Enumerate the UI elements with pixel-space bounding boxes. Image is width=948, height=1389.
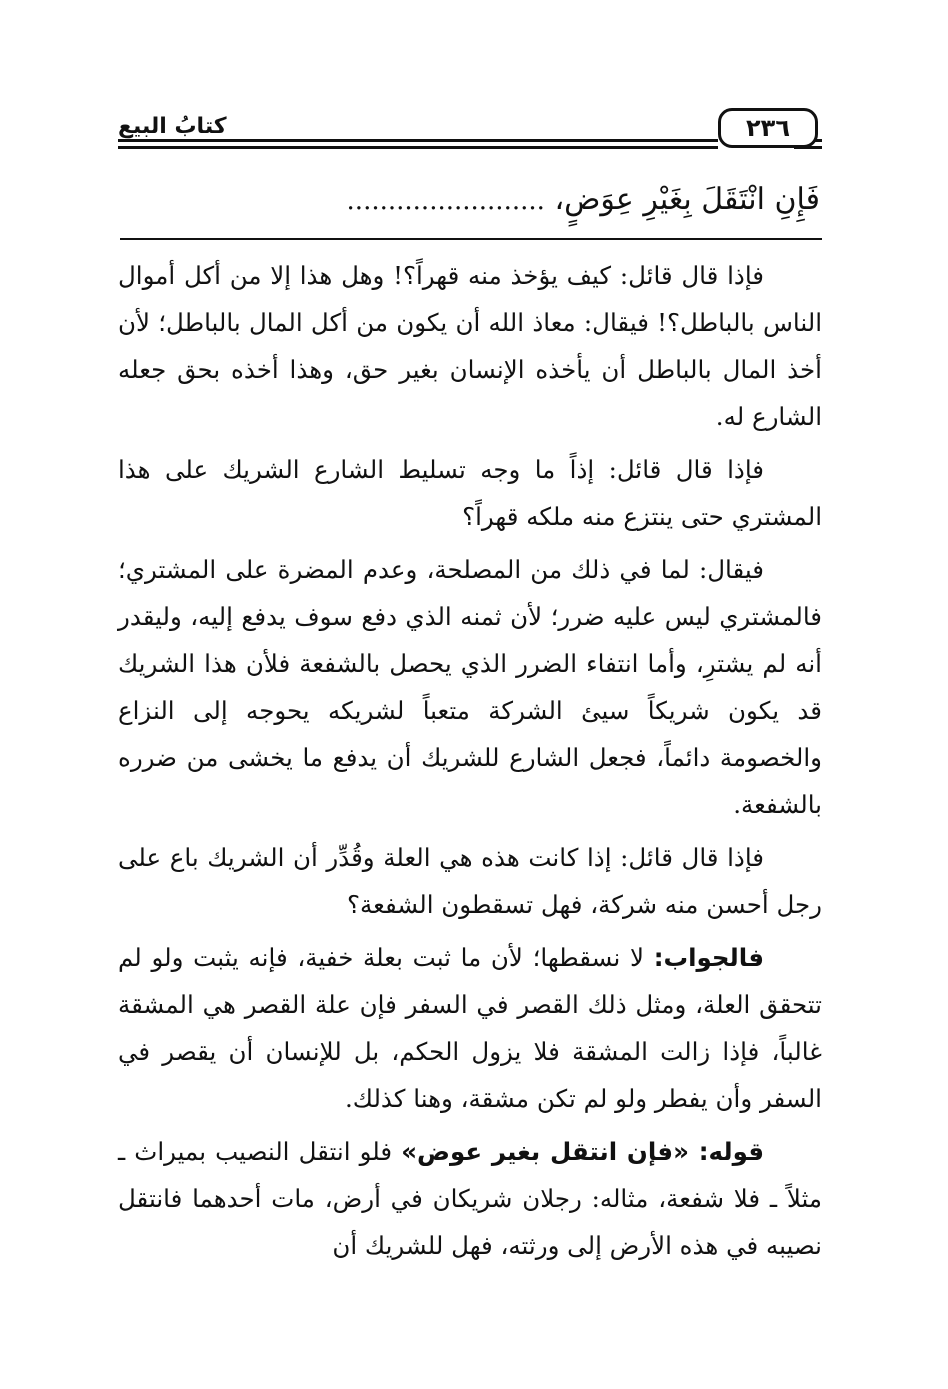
header-rule	[118, 139, 718, 142]
body-text	[118, 252, 822, 1275]
matn-line	[120, 182, 820, 217]
paragraph-text: فإذا قال قائل: إذا كانت هذه هي العلة وقُدِّر أن الشريك باع على رجل أحسن منه شركة، فهل تسقطون الشفعة؟	[118, 843, 822, 919]
paragraph-text: فيقال: لما في ذلك من المصلحة، وعدم المضرة على المشتري؛ فالمشتري ليس عليه ضرر؛ لأن ثمنه الذي دفع سوف يدفع إليه، وليقدر أنه لم يشترِ، وأما انتفاء الضرر الذي يحصل بالشفعة فلأن هذا الشريك قد يكون شريكاً سيئ الشركة متعباً لشريكه يحوجه إلى النزاع والخصومة دائماً، فجعل الشارع للشريك أن يدفع ما يخشى من ضرره بالشفعة.	[118, 555, 822, 819]
paragraph	[118, 834, 822, 928]
page-number: ٢٣٦	[718, 108, 818, 148]
paragraph-text: فلو انتقل النصيب بميراث ـ مثلاً ـ فلا شفعة، مثاله: رجلان شريكان في أرض، مات أحدهما فانتقل نصيبه في هذه الأرض إلى ورثته، فهل للشريك أن	[118, 1137, 822, 1260]
paragraph-text: فإذا قال قائل: إذاً ما وجه تسليط الشارع الشريك على هذا المشتري حتى ينتزع منه ملكه قهراً؟	[118, 455, 822, 531]
paragraph-lead: فالجواب:	[653, 943, 764, 972]
paragraph	[118, 446, 822, 540]
paragraph	[118, 934, 822, 1122]
section-divider	[120, 238, 822, 240]
running-header	[118, 108, 818, 158]
paragraph-lead: قوله: «فإن انتقل بغير عوض»	[401, 1137, 764, 1166]
paragraph	[118, 252, 822, 440]
matn-text: فَإِنِ انْتَقَلَ بِغَيْرِ عِوَضٍ،	[554, 182, 820, 217]
paragraph-text: لا نسقطها؛ لأن ما ثبت بعلة خفية، فإنه يثبت ولو لم تتحقق العلة، ومثل ذلك القصر في السفر فإن علة القصر هي المشقة غالباً، فإذا زالت المشقة فلا يزول الحكم، بل للإنسان أن يقصر في السفر وأن يفطر ولو لم تكن مشقة، وهنا كذلك.	[118, 943, 822, 1113]
book-title: كتابُ البيع	[118, 114, 227, 139]
matn-dots: ........................	[346, 186, 545, 216]
paragraph	[118, 546, 822, 828]
paragraph-text: فإذا قال قائل: كيف يؤخذ منه قهراً؟! وهل هذا إلا من أكل أموال الناس بالباطل؟! فيقال: معاذ الله أن يكون من أكل المال بالباطل؛ لأن أخذ المال بالباطل أن يأخذه الإنسان بغير حق، وهذا أخذه بحق جعله الشارع له.	[118, 261, 822, 431]
paragraph	[118, 1128, 822, 1269]
header-rule	[118, 146, 718, 149]
